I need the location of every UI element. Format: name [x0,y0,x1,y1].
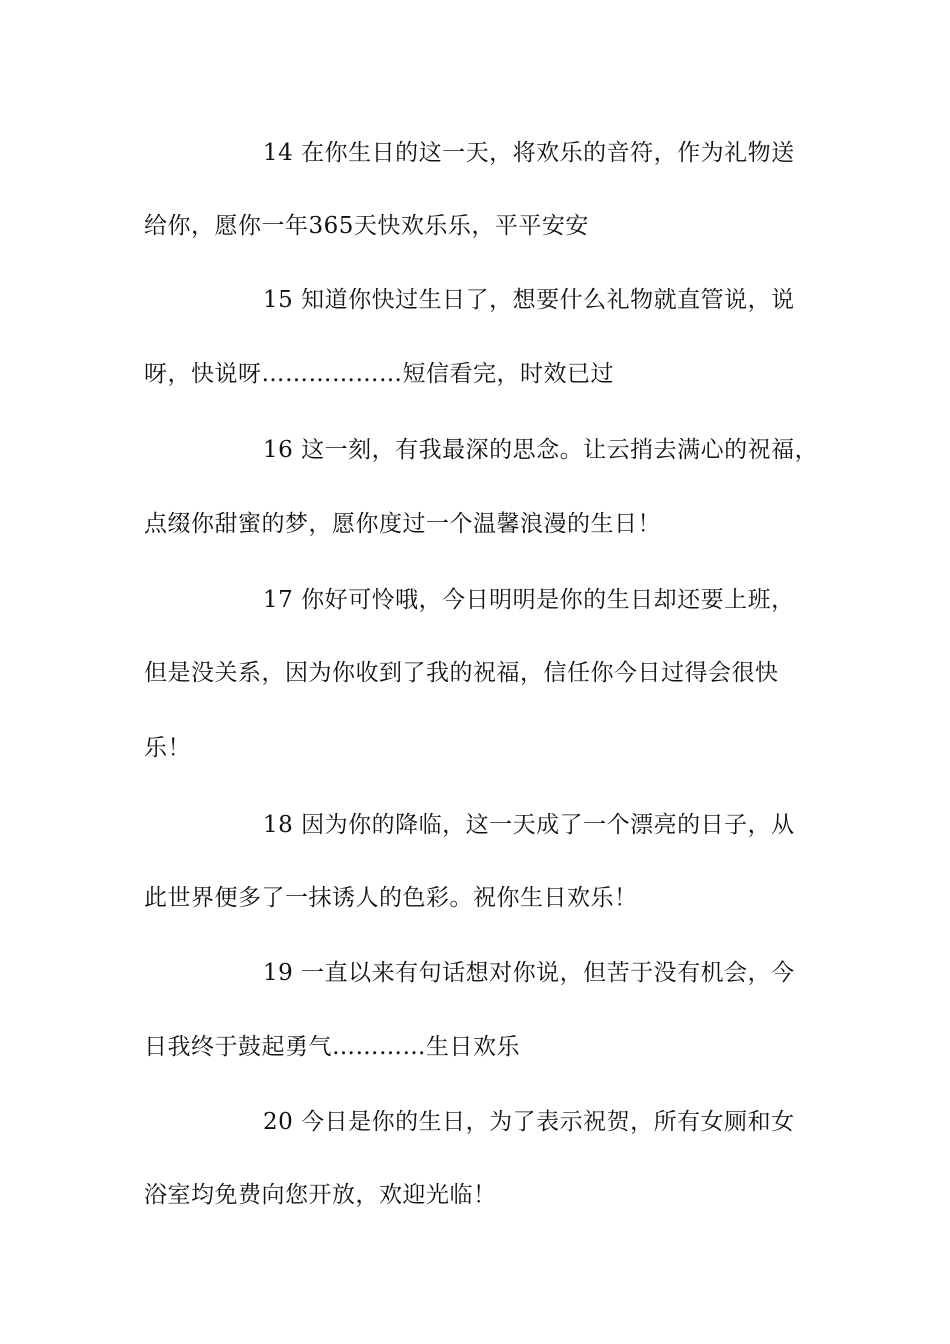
paragraph-14-line-2: 给你，愿你一年365天快欢乐乐，平平安安 [144,213,589,239]
paragraph-17-line-3: 乐！ [144,735,191,761]
paragraph-15-line-1: 15 知道你快过生日了，想要什么礼物就直管说，说 [263,287,795,313]
paragraph-17-line-2: 但是没关系，因为你收到了我的祝福，信任你今日过得会很快 [144,660,779,686]
paragraph-20-line-1: 20 今日是你的生日，为了表示祝贺，所有女厕和女 [263,1109,795,1135]
paragraph-16-line-2: 点缀你甜蜜的梦，愿你度过一个温馨浪漫的生日！ [144,511,661,537]
paragraph-17-line-1: 17 你好可怜哦，今日明明是你的生日却还要上班， [263,587,795,613]
paragraph-18-line-1: 18 因为你的降临，这一天成了一个漂亮的日子，从 [263,812,795,838]
paragraph-14-line-1: 14 在你生日的这一天，将欢乐的音符，作为礼物送 [263,140,795,166]
paragraph-19-line-1: 19 一直以来有句话想对你说，但苦于没有机会，今 [263,960,795,986]
paragraph-16-line-1: 16 这一刻，有我最深的思念。让云捎去满心的祝福， [263,437,819,463]
paragraph-20-line-2: 浴室均免费向您开放，欢迎光临！ [144,1182,497,1208]
paragraph-15-line-2: 呀，快说呀………………短信看完，时效已过 [144,361,614,387]
paragraph-19-line-2: 日我终于鼓起勇气…………生日欢乐 [144,1034,520,1060]
paragraph-18-line-2: 此世界便多了一抹诱人的色彩。祝你生日欢乐！ [144,885,638,911]
